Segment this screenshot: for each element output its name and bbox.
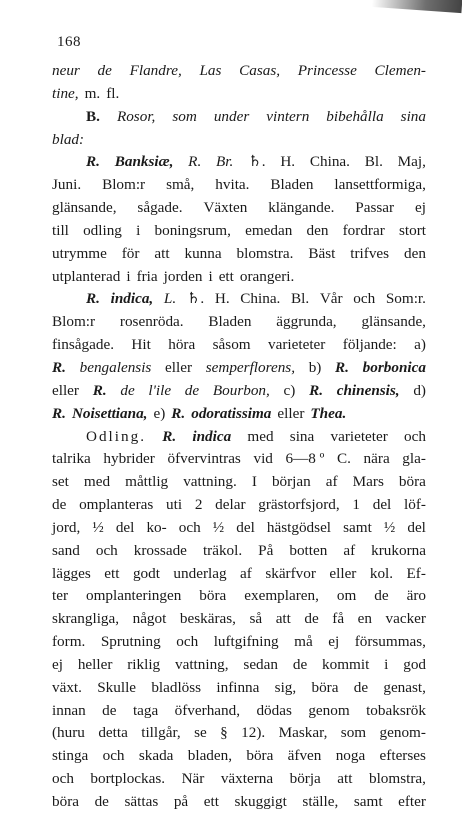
word: lägges xyxy=(52,564,91,582)
word: försummas, xyxy=(354,633,426,651)
word: botten xyxy=(289,541,328,559)
word: B. xyxy=(86,107,100,125)
word: Princesse xyxy=(297,62,357,79)
text-line xyxy=(52,540,426,563)
word: delar xyxy=(215,496,246,514)
word: Skulle xyxy=(97,678,137,696)
word: Vår xyxy=(319,290,343,308)
word: kol. xyxy=(369,564,394,582)
word: börja xyxy=(289,770,321,788)
word: ko- xyxy=(146,518,167,536)
word: eller xyxy=(277,404,305,422)
text-line xyxy=(52,517,426,540)
text-line xyxy=(52,106,426,129)
word: de xyxy=(94,793,109,810)
word: När xyxy=(181,770,205,788)
word: tillgår, xyxy=(141,724,181,742)
word: något xyxy=(132,610,167,628)
word: fria xyxy=(136,267,158,285)
word: jord, xyxy=(52,518,81,536)
word: början xyxy=(271,473,311,491)
word: tobaksrök xyxy=(366,701,426,719)
word: Casas, xyxy=(239,62,281,79)
word: semperflorens, xyxy=(205,358,295,376)
text-line xyxy=(52,563,426,586)
word: de xyxy=(102,701,117,719)
word: i xyxy=(136,221,141,239)
word: tine, xyxy=(52,84,79,102)
word: de xyxy=(304,610,319,628)
word: vattning, xyxy=(174,655,229,673)
word: samt xyxy=(353,793,383,810)
text-line xyxy=(52,83,426,106)
word: hybrider xyxy=(103,450,155,468)
word: böra xyxy=(311,678,339,696)
text-line xyxy=(52,266,426,289)
word: af xyxy=(325,473,338,491)
word: ½ xyxy=(383,518,396,536)
text-line xyxy=(52,174,426,197)
text-line xyxy=(52,768,426,791)
word: eller xyxy=(52,381,79,399)
word: varieteter xyxy=(268,336,326,354)
word: äfven xyxy=(287,747,322,765)
word: af xyxy=(343,541,356,559)
word: Br. xyxy=(216,153,234,171)
word: att xyxy=(154,244,170,262)
word: form. xyxy=(52,633,86,651)
word: Odling. xyxy=(86,427,146,445)
word: i xyxy=(208,267,213,285)
word: växt. xyxy=(52,678,82,696)
word: Flandre, xyxy=(129,62,182,79)
word: bladlöss xyxy=(151,678,202,696)
word: borbonica xyxy=(362,358,426,376)
word: detta xyxy=(98,724,128,742)
word: ett xyxy=(203,793,219,810)
word: Blom:r xyxy=(102,176,146,194)
text-line xyxy=(52,334,426,357)
word: Bourbon, xyxy=(212,381,270,399)
word: blomstra, xyxy=(368,770,426,788)
word: genom- xyxy=(379,724,426,742)
word: kunna xyxy=(184,244,222,262)
word: del xyxy=(236,518,255,536)
word: Las xyxy=(199,62,222,79)
text-line xyxy=(52,60,426,83)
word: på xyxy=(173,793,189,810)
text-line xyxy=(52,426,426,449)
word: de xyxy=(97,62,112,79)
page-corner-shadow xyxy=(372,0,462,13)
word: neur xyxy=(52,62,80,79)
word: China. xyxy=(240,290,281,308)
word: de xyxy=(120,381,135,399)
word: dödas xyxy=(256,701,292,719)
word: odling xyxy=(83,221,122,239)
word: ett xyxy=(104,564,120,582)
text-line xyxy=(52,745,426,768)
text-line xyxy=(52,722,426,745)
word: ställe, xyxy=(302,793,339,810)
word: b) xyxy=(308,358,322,376)
word: noga xyxy=(335,747,366,765)
word: C. xyxy=(337,450,351,468)
word: hvita. xyxy=(215,176,250,194)
text-line xyxy=(52,243,426,266)
word: d) xyxy=(413,381,426,399)
text-line xyxy=(52,129,426,152)
word: träkol. xyxy=(202,541,243,559)
word: små, xyxy=(166,176,195,194)
text-line xyxy=(52,448,426,471)
word: Hit xyxy=(131,336,151,354)
word: den xyxy=(404,244,426,262)
word: Sprutning xyxy=(100,633,161,651)
word: Mars xyxy=(352,473,384,491)
word: Bl. xyxy=(364,153,383,171)
word: 2 xyxy=(194,496,203,514)
text-line xyxy=(52,357,426,380)
body-text xyxy=(52,60,426,814)
word: hästgödsel xyxy=(266,518,332,536)
word: R. xyxy=(335,358,349,376)
word: blad: xyxy=(52,130,85,148)
word: Blom:r xyxy=(52,313,96,331)
word: och xyxy=(102,747,125,765)
word: Maskar, xyxy=(278,724,328,742)
word: genast, xyxy=(383,678,426,696)
word: underlag xyxy=(173,564,227,582)
word: indica xyxy=(192,427,232,445)
text-line xyxy=(52,631,426,654)
word: bladen, xyxy=(187,747,233,765)
word: med xyxy=(83,473,111,491)
text-line xyxy=(52,311,426,334)
word: den xyxy=(306,221,329,239)
word: skrangliga, xyxy=(52,610,120,628)
word: trifves xyxy=(350,244,390,262)
word: vid xyxy=(253,450,273,468)
word: Thea. xyxy=(310,404,347,422)
word: och xyxy=(404,427,426,445)
word: e) xyxy=(153,404,166,422)
word: a) xyxy=(414,336,426,354)
word: och xyxy=(52,770,74,788)
word: taga xyxy=(132,701,159,719)
word: ½ xyxy=(212,518,225,536)
word: glänsande, xyxy=(52,199,117,217)
word: de xyxy=(374,587,389,605)
page-number: 168 xyxy=(57,34,81,50)
word: chinensis, xyxy=(336,381,400,399)
word: ej xyxy=(52,655,63,673)
word: fl. xyxy=(106,84,120,102)
word: äro xyxy=(406,587,426,605)
word: ej xyxy=(328,633,340,651)
word: som xyxy=(340,724,367,742)
word: äggrunda, xyxy=(276,313,337,331)
word: kommit xyxy=(322,655,370,673)
word: lansettformiga, xyxy=(334,176,426,194)
text-line xyxy=(52,585,426,608)
word: i xyxy=(126,267,131,285)
word: och xyxy=(176,633,199,651)
word: Bl. xyxy=(291,290,310,308)
word: ter xyxy=(52,587,69,605)
word: vacker xyxy=(385,610,426,628)
word: c) xyxy=(283,381,296,399)
word: de xyxy=(292,655,308,673)
word: skuggigt xyxy=(234,793,287,810)
word: för xyxy=(121,244,140,262)
word: följande: xyxy=(342,336,397,354)
word: som xyxy=(172,107,197,125)
text-line xyxy=(52,197,426,220)
word: under xyxy=(213,107,250,125)
word: Rosor, xyxy=(116,107,156,125)
text-line xyxy=(52,654,426,677)
word: R. xyxy=(309,381,323,399)
word: de xyxy=(184,381,200,399)
word: R. xyxy=(52,404,66,422)
word: ♄. xyxy=(248,153,266,171)
word: löf- xyxy=(404,496,426,514)
word: och xyxy=(95,541,118,559)
word: del xyxy=(372,496,392,514)
word: talrika xyxy=(52,450,91,468)
word: varieteter xyxy=(330,427,388,445)
word: emedan xyxy=(245,221,293,239)
word: öfverhand, xyxy=(174,701,241,719)
word: orangeri. xyxy=(239,267,295,285)
word: uti xyxy=(166,496,183,514)
word: Clemen- xyxy=(374,62,426,79)
word: omplanteringen xyxy=(86,587,182,605)
word: Juni. xyxy=(52,176,82,194)
word: att xyxy=(337,770,353,788)
text-line xyxy=(52,220,426,243)
word: samt xyxy=(343,518,372,536)
word: om xyxy=(336,587,357,605)
word: På xyxy=(258,541,274,559)
word: sättas xyxy=(124,793,159,810)
word: m. xyxy=(84,84,101,102)
word: såsom xyxy=(212,336,251,354)
word: Växten xyxy=(203,199,248,217)
word: Bladen xyxy=(270,176,314,194)
word: af xyxy=(240,564,252,582)
word: omplanteras xyxy=(79,496,154,514)
word: grästorfsjord, xyxy=(258,496,340,514)
word: sina xyxy=(400,107,426,125)
word: växterna xyxy=(220,770,274,788)
word: Banksiæ, xyxy=(114,153,174,171)
word: eller xyxy=(329,564,357,582)
word: en xyxy=(357,610,372,628)
word: R. xyxy=(86,290,100,308)
text-line xyxy=(52,403,426,426)
word: ½ xyxy=(92,518,104,536)
text-line xyxy=(52,700,426,723)
word: ett xyxy=(218,267,234,285)
word: fordrar xyxy=(342,221,385,239)
word: Bäst xyxy=(308,244,336,262)
word: rosenröda. xyxy=(119,313,184,331)
word: jorden xyxy=(163,267,203,285)
word: l'ile xyxy=(148,381,172,399)
word: R. xyxy=(86,153,100,171)
word: se xyxy=(194,724,207,742)
word: R. xyxy=(52,358,66,376)
word: och xyxy=(178,518,201,536)
word: skada xyxy=(138,747,174,765)
word: 6—8 º xyxy=(285,450,325,468)
word: ej xyxy=(415,199,426,217)
word: I xyxy=(251,473,257,491)
word: eller xyxy=(165,358,193,376)
word: innan xyxy=(52,701,86,719)
word: genom xyxy=(308,701,350,719)
word: finsågade. xyxy=(52,336,114,354)
word: och xyxy=(353,290,376,308)
word: R. xyxy=(92,381,107,399)
word: att xyxy=(275,610,291,628)
word: glänsande, xyxy=(361,313,426,331)
word: sedan xyxy=(243,655,278,673)
word: bortplockas. xyxy=(90,770,166,788)
word: 1 xyxy=(352,496,360,514)
text-line xyxy=(52,677,426,700)
word: efter xyxy=(398,793,426,810)
word: krukorna xyxy=(371,541,426,559)
word: R. xyxy=(162,427,177,445)
word: infinna xyxy=(216,678,260,696)
word: böra xyxy=(52,793,79,810)
text-line xyxy=(52,288,426,311)
text-line xyxy=(52,151,426,174)
word: böra xyxy=(199,587,227,605)
word: del xyxy=(115,518,135,536)
word: heller xyxy=(77,655,113,673)
word: sågade. xyxy=(137,199,183,217)
word: Passar xyxy=(355,199,395,217)
word: sand xyxy=(52,541,80,559)
word: efterses xyxy=(379,747,426,765)
word: nära xyxy=(363,450,390,468)
word: få xyxy=(332,610,345,628)
word: sig, xyxy=(274,678,297,696)
word: China. xyxy=(309,153,350,171)
word: vattning. xyxy=(183,473,237,491)
text-line xyxy=(52,471,426,494)
word: så xyxy=(249,610,263,628)
word: Bladen xyxy=(208,313,252,331)
word: beskäras, xyxy=(179,610,236,628)
word: 12). xyxy=(241,724,266,742)
text-line xyxy=(52,494,426,517)
word: utrymme xyxy=(52,244,107,262)
word: indica, xyxy=(110,290,154,308)
word: (huru xyxy=(52,724,85,742)
text-line xyxy=(52,608,426,631)
word: krossade xyxy=(133,541,187,559)
word: exemplaren, xyxy=(244,587,319,605)
word: i xyxy=(384,655,389,673)
word: Maj, xyxy=(397,153,426,171)
word: måttlig xyxy=(125,473,169,491)
word: Som:r. xyxy=(385,290,426,308)
word: böra xyxy=(398,473,426,491)
word: godt xyxy=(132,564,160,582)
word: R. xyxy=(171,404,186,422)
word: vintern xyxy=(266,107,310,125)
word: boningsrum, xyxy=(154,221,231,239)
word: de xyxy=(52,496,67,514)
word: böra xyxy=(246,747,274,765)
word: stinga xyxy=(52,747,89,765)
word: H. xyxy=(214,290,230,308)
word: odoratissima xyxy=(191,404,272,422)
word: Noisettiana, xyxy=(71,404,148,422)
text-line xyxy=(52,791,426,814)
word: höra xyxy=(168,336,196,354)
word: riklig xyxy=(127,655,161,673)
word: Ef- xyxy=(406,564,426,582)
word: bibehålla xyxy=(326,107,384,125)
word: H. xyxy=(280,153,296,171)
word: ♄. xyxy=(186,290,205,308)
word: god xyxy=(403,655,426,673)
word: öfvervintras xyxy=(167,450,241,468)
word: stort xyxy=(398,221,426,239)
word: luftgifning xyxy=(213,633,279,651)
word: bengalensis xyxy=(79,358,152,376)
word: sina xyxy=(289,427,315,445)
word: med xyxy=(247,427,274,445)
word: set xyxy=(52,473,69,491)
word: del xyxy=(407,518,426,536)
text-line xyxy=(52,380,426,403)
word: klängande. xyxy=(268,199,335,217)
word: gla- xyxy=(402,450,426,468)
word: må xyxy=(294,633,313,651)
word: L. xyxy=(163,290,177,308)
word: skärfvor xyxy=(265,564,316,582)
word: § xyxy=(220,724,228,742)
word: R. xyxy=(188,153,202,171)
word: de xyxy=(353,678,369,696)
word: till xyxy=(52,221,69,239)
word: utplanterad xyxy=(52,267,121,285)
word: blomstra. xyxy=(236,244,294,262)
